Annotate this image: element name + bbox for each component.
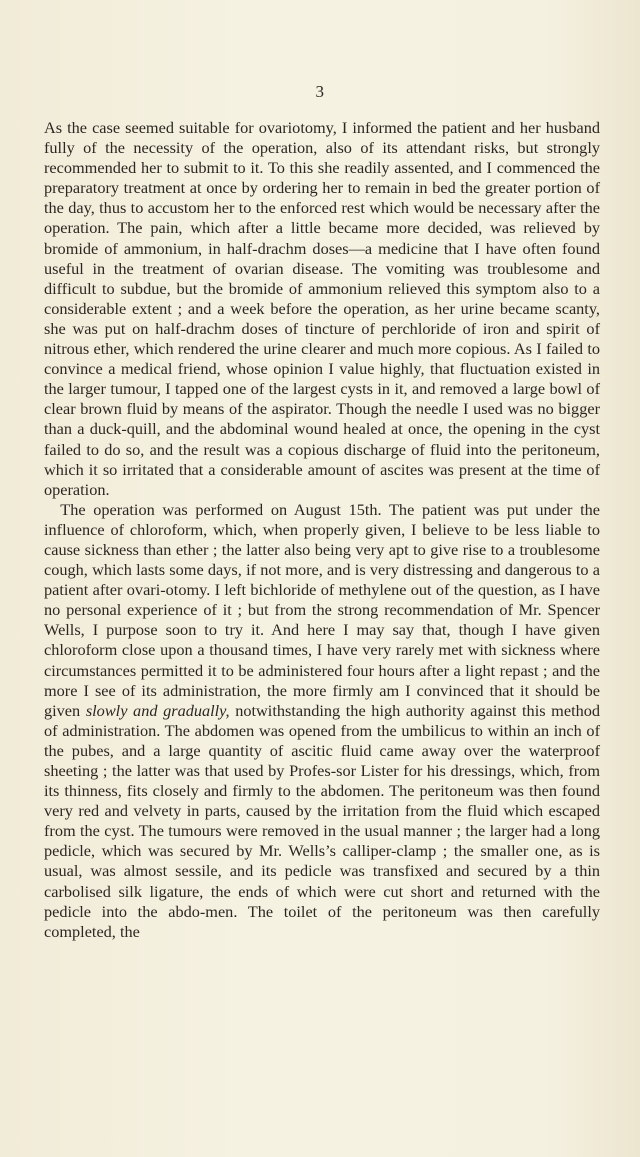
paragraph-2 xyxy=(44,500,600,942)
paragraph-2-text-after: notwithstanding the high authority against this method of administration. The abdomen was opened from the umbilicus to within an inch of the pubes, and a large quantity of ascitic fluid came away over the waterproof sheeting ; the latter was that used by Profes-sor Lister for his dressings, which, from its thinness, fits closely and firmly to the abdomen. The peritoneum was then found very red and velvety in parts, caused by the irritation from the fluid which escaped from the cyst. The tumours were removed in the usual manner ; the larger had a long pedicle, which was secured by Mr. Wells’s calliper-clamp ; the smaller one, as is usual, was almost sessile, and its pedicle was transfixed and secured by a thin carbolised silk ligature, the ends of which were cut short and returned with the pedicle into the abdo-men. The toilet of the peritoneum was then carefully completed, the xyxy=(44,700,601,941)
body-text xyxy=(44,118,600,942)
page-number: 3 xyxy=(315,82,325,101)
paragraph-2-indent xyxy=(44,500,60,519)
paragraph-2-emphasis: slowly and gradually, xyxy=(85,700,230,720)
paragraph-1: As the case seemed suitable for ovariotomy, I informed the patient and her husband fully of the necessity of the operation, also of its attendant risks, but strongly recommended her to submit to it. To this she readily assented, and I commenced the preparatory treatment at once by ordering her to remain in bed the greater portion of the day, thus to accustom her to the enforced rest which would be necessary after the operation. The pain, which after a little became more decided, was relieved by bromide of ammonium, in half-drachm doses—a medicine that I have often found useful in the treatment of ovarian disease. The vomiting was troublesome and difficult to subdue, but the bromide of ammonium relieved this symptom also to a considerable extent ; and a week before the operation, as her urine became scanty, she was put on half-drachm doses of tincture of perchloride of iron and spirit of nitrous ether, which rendered the urine clearer and much more copious. As I failed to convince a medical friend, whose opinion I value highly, that fluctuation existed in the larger tumour, I tapped one of the largest cysts in it, and removed a large bowl of clear brown fluid by means of the aspirator. Though the needle I used was no bigger than a duck-quill, and the abdominal wound healed at once, the opening in the cyst failed to do so, and the result was a copious discharge of fluid into the peritoneum, which it so irritated that a considerable amount of ascites was present at the time of operation. xyxy=(44,118,600,499)
paragraph-2-text-before: The operation was performed on August 15th. The patient was put under the influence of chloroform, which, when properly given, I believe to be less liable to cause sickness than ether ; the latter also being very apt to give rise to a troublesome cough, which lasts some days, if not more, and is very distressing and dangerous to a patient after ovari-otomy. I left bichloride of methylene out of the question, as I have no personal experience of it ; but from the strong recommendation of Mr. Spencer Wells, I purpose soon to try it. And here I may say that, though I have given chloroform close upon a thousand times, I have very rarely met with sickness where circumstances permitted it to be administered four hours after a light repast ; and the more I see of its administration, the more firmly am I convinced that it should be given xyxy=(44,499,600,720)
